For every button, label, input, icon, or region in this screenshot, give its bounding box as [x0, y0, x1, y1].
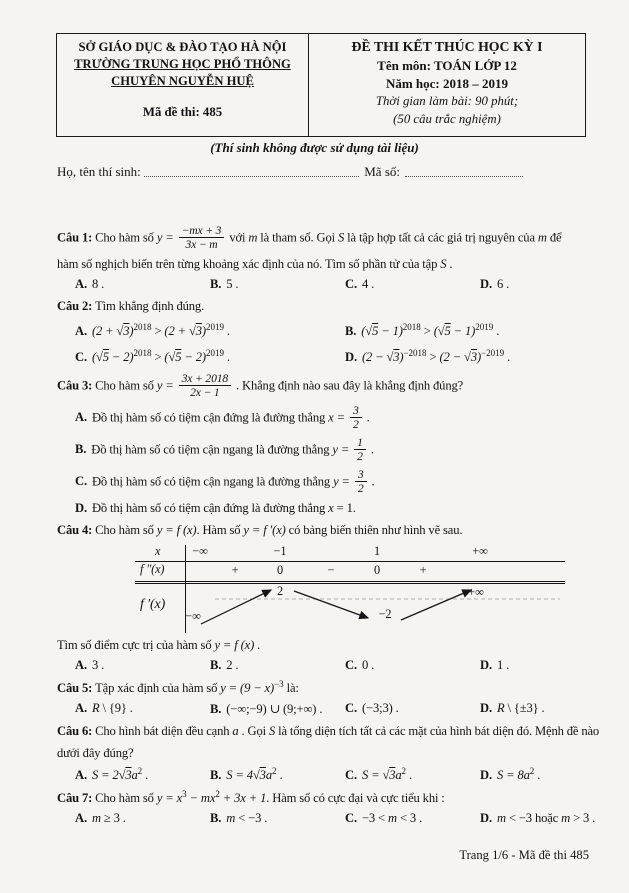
- math-run: + 3x + 1: [219, 791, 267, 806]
- text-run: 0 .: [361, 657, 375, 672]
- text-run: Đồ thị hàm số có tiệm cận đứng là đường thẳng: [91, 410, 329, 425]
- option-B: [210, 701, 345, 717]
- text-run: (−∞;−9) ∪ (9;+∞) .: [226, 701, 323, 716]
- math-run: m: [248, 230, 258, 245]
- text-run: .: [534, 767, 541, 782]
- math-run: x =: [328, 410, 348, 425]
- options-row: [75, 658, 609, 673]
- fp-peak-value: 2: [277, 583, 283, 598]
- option-key: D.: [480, 810, 492, 825]
- q4-variation-table: [135, 545, 565, 633]
- math-run: y =: [332, 442, 353, 457]
- fraction: $\frac{3}{2}$: [350, 404, 362, 431]
- option-A: [75, 277, 210, 292]
- math-run: S: [268, 723, 276, 738]
- text-run: là:: [283, 680, 299, 695]
- question-line: [57, 678, 609, 698]
- fraction: $\frac{3x + 2018}{2x - 1}$: [179, 372, 231, 399]
- x-value: −∞: [192, 543, 208, 558]
- school-name-line2: CHUYÊN NGUYỄN HUỆ: [111, 74, 254, 88]
- options-row: [75, 766, 609, 783]
- power: $x^2$: [209, 788, 220, 806]
- question-line: [57, 225, 609, 252]
- page-footer: Trang 1/6 - Mã đề thi 485: [459, 848, 589, 862]
- text-run: Đồ thị hàm số có tiệm cận đứng là đường thẳng: [91, 501, 329, 515]
- question-5: [57, 678, 609, 717]
- option-D: [345, 348, 609, 365]
- option-key: B.: [345, 323, 357, 338]
- option-key: A.: [75, 810, 87, 825]
- math-run: S: [440, 256, 447, 271]
- text-run: hàm số nghịch biến trên từng khoảng xác định của nó. Tìm số phần tử của tập: [57, 256, 441, 271]
- power: $x^3$: [176, 788, 187, 806]
- fp-end-value: +∞: [468, 584, 484, 599]
- power: $(2 + √3)^{2019}$: [164, 321, 224, 338]
- option-A: [75, 405, 609, 432]
- question-3: [57, 373, 609, 516]
- school-department: SỞ GIÁO DỤC & ĐÀO TẠO HÀ NỘI: [78, 40, 287, 54]
- option-B: [345, 322, 609, 339]
- power: $(√5 - 2)^{2019}$: [164, 347, 224, 365]
- question-6: [57, 722, 609, 783]
- x-value: −1: [273, 543, 287, 558]
- power: $a^2$: [131, 765, 143, 782]
- question-4: [57, 521, 609, 540]
- text-run: .: [223, 350, 230, 365]
- option-key: B.: [210, 701, 222, 716]
- math-run: y = f (x): [214, 637, 255, 652]
- text-run: . Hàm số có cực đại và cực tiểu khi :: [266, 791, 445, 806]
- text-run: . Gọi: [238, 723, 269, 738]
- text-run: −3 <: [361, 810, 389, 825]
- option-D: [480, 277, 609, 292]
- text-run: >: [151, 350, 165, 365]
- option-B: [210, 658, 345, 673]
- row-label-f-second: f ″(x): [140, 561, 165, 576]
- option-C: [75, 469, 609, 496]
- option-A: [75, 766, 210, 783]
- option-key: A.: [75, 657, 87, 672]
- text-run: 1 .: [496, 657, 510, 672]
- text-run: . Hàm số: [196, 523, 244, 537]
- option-key: B.: [75, 442, 87, 457]
- text-run: Tìm khẳng định đúng.: [95, 298, 205, 313]
- table-horizontal-rule: [135, 561, 565, 562]
- option-key: C.: [345, 657, 357, 672]
- text-run: .: [363, 410, 370, 425]
- text-run: .: [504, 350, 511, 365]
- text-run: . Khẳng định nào sau đây là khẳng định đúng?: [233, 378, 464, 393]
- math-run: S = 8: [496, 767, 524, 782]
- option-key: D.: [480, 276, 492, 291]
- table-double-rule: [135, 581, 565, 584]
- text-run: 2 .: [226, 657, 239, 672]
- question-label: Câu 2:: [57, 298, 96, 313]
- text-run: > 3 .: [570, 810, 596, 825]
- text-run: .: [367, 442, 374, 457]
- option-key: C.: [75, 474, 87, 489]
- option-key: B.: [210, 276, 222, 291]
- option-key: C.: [345, 767, 357, 782]
- questions-area: [57, 222, 609, 831]
- text-run: .: [254, 637, 261, 652]
- row-label-x: x: [155, 543, 161, 558]
- option-B: [75, 437, 609, 464]
- text-run: >: [426, 350, 440, 365]
- sign-value: −: [327, 562, 335, 577]
- power: $(2 - √3)^{-2018}$: [361, 347, 427, 365]
- text-run: Cho hàm số: [95, 378, 157, 393]
- power: $(2 - √3)^{-2019}$: [439, 347, 505, 365]
- option-C: [345, 766, 480, 783]
- power: $a^2$: [523, 765, 535, 782]
- power: $(√5 - 1)^{2019}$: [433, 321, 494, 338]
- fp-trough-value: −2: [378, 606, 392, 621]
- text-run: là tập hợp tất cả các giá trị nguyên của: [344, 230, 538, 245]
- fraction: $\frac{-mx + 3}{3x - m}$: [179, 224, 225, 251]
- code-label: Mã số:: [364, 164, 400, 179]
- text-run: 3 .: [91, 657, 105, 672]
- options-row: [75, 405, 609, 516]
- text-run: Đồ thị hàm số có tiệm cận ngang là đường thẳng: [91, 442, 333, 457]
- option-key: B.: [210, 767, 222, 782]
- option-C: [75, 348, 345, 365]
- math-run: R: [496, 700, 505, 715]
- option-D: [480, 766, 609, 783]
- question-line: [57, 521, 609, 540]
- text-run: >: [420, 323, 434, 338]
- sign-value: 0: [374, 562, 380, 577]
- text-run: .: [276, 767, 283, 782]
- text-run: có bảng biến thiên như hình vẽ sau.: [285, 523, 463, 537]
- question-line: [57, 788, 609, 808]
- math-run: m: [388, 810, 397, 825]
- fraction: $\frac{1}{2}$: [354, 436, 366, 463]
- text-run: 6 .: [496, 276, 510, 291]
- option-key: C.: [345, 276, 357, 291]
- option-B: [210, 766, 345, 783]
- text-run: .: [142, 767, 149, 782]
- text-run: Cho hình bát diện đều cạnh: [95, 723, 233, 738]
- option-A: [75, 322, 345, 339]
- exam-year: Năm học: 2018 – 2019: [385, 75, 509, 91]
- question-label: Câu 3:: [57, 378, 96, 393]
- power: $(√5 - 2)^{2018}$: [91, 347, 152, 365]
- question-2: [57, 297, 609, 365]
- sign-value: 0: [277, 562, 283, 577]
- options-row: [75, 701, 609, 717]
- text-run: là tham số. Gọi: [257, 230, 338, 245]
- question-line: [57, 255, 609, 274]
- option-key: C.: [345, 700, 357, 715]
- text-run: với: [226, 230, 249, 245]
- text-run: 4 .: [361, 276, 375, 291]
- math-run: y = f ′(x): [243, 523, 286, 537]
- math-run: m: [561, 810, 571, 825]
- text-run: < −3 hoặc: [505, 810, 562, 825]
- option-key: D.: [75, 501, 87, 515]
- option-key: A.: [75, 410, 87, 425]
- notice-line: (Thí sinh không được sử dụng tài liệu): [210, 140, 419, 155]
- option-key: A.: [75, 276, 87, 291]
- option-D: [480, 701, 609, 717]
- text-run: \ {9} .: [99, 700, 133, 715]
- row-label-f-prime: f ′(x): [140, 596, 166, 612]
- exam-note: (50 câu trắc nghiệm): [393, 111, 501, 126]
- rising-arrow: [401, 590, 471, 620]
- exam-duration: Thời gian làm bài: 90 phút;: [375, 94, 519, 108]
- question-4-continued: [57, 636, 609, 673]
- text-run: ≥ 3 .: [100, 810, 126, 825]
- option-D: [480, 811, 609, 826]
- school-name-line1: TRƯỜNG TRUNG HỌC PHỔ THÔNG: [74, 57, 291, 71]
- text-run: Cho hàm số: [95, 791, 157, 806]
- option-B: [210, 277, 345, 292]
- question-label: Câu 7:: [57, 791, 96, 806]
- option-D: [75, 501, 609, 516]
- option-D: [480, 658, 609, 673]
- header-box: [56, 33, 586, 137]
- text-run: Cho hàm số: [95, 230, 157, 245]
- dotted-line: [144, 176, 359, 177]
- question-label: Câu 1:: [57, 230, 96, 245]
- question-line: [57, 636, 609, 655]
- candidate-name-row: [57, 164, 523, 180]
- name-label: Họ, tên thí sinh:: [57, 164, 141, 179]
- question-line: [57, 297, 609, 316]
- text-run: .: [223, 323, 230, 338]
- option-key: C.: [345, 810, 357, 825]
- text-run: Tập xác định của hàm số: [95, 680, 221, 695]
- power: $a^2$: [395, 765, 407, 782]
- text-run: 8 .: [91, 276, 105, 291]
- dotted-line: [405, 176, 523, 177]
- option-key: A.: [75, 700, 87, 715]
- option-key: D.: [480, 767, 492, 782]
- header-school-cell: [57, 34, 309, 136]
- rising-arrow: [201, 590, 271, 624]
- math-run: y =: [156, 378, 177, 393]
- math-run: m: [537, 230, 547, 245]
- math-run: y =: [156, 791, 177, 806]
- text-run: Đồ thị hàm số có tiệm cận ngang là đường thẳng: [91, 474, 334, 489]
- option-key: C.: [75, 350, 87, 365]
- text-run: < 3 .: [396, 810, 423, 825]
- option-key: B.: [210, 657, 222, 672]
- options-row: [75, 277, 609, 292]
- power: $(2 + √3)^{2018}$: [91, 321, 152, 338]
- option-C: [345, 701, 480, 717]
- power: $a^2$: [265, 765, 277, 782]
- math-run: m: [91, 810, 101, 825]
- power: $(√5 - 1)^{2018}$: [361, 321, 421, 338]
- text-run: >: [151, 323, 165, 338]
- question-1: [57, 225, 609, 292]
- options-row: [75, 811, 609, 826]
- power: $y = (9 - x)^{-3}$: [220, 678, 284, 695]
- math-run: a: [232, 723, 239, 738]
- math-run: y =: [156, 230, 177, 245]
- sign-value: +: [231, 562, 239, 577]
- exam-code: Mã đề thi: 485: [142, 105, 223, 119]
- option-key: D.: [480, 657, 492, 672]
- x-value: +∞: [472, 543, 488, 558]
- question-line: [57, 744, 609, 763]
- math-run: m: [496, 810, 506, 825]
- question-label: Câu 6:: [57, 723, 96, 738]
- math-run: x: [328, 501, 334, 515]
- text-run: .: [406, 767, 413, 782]
- question-label: Câu 4:: [57, 523, 96, 537]
- math-run: y =: [333, 474, 353, 489]
- question-line: [57, 722, 609, 741]
- question-7: [57, 788, 609, 826]
- option-C: [345, 277, 480, 292]
- option-key: D.: [480, 700, 492, 715]
- option-A: [75, 811, 210, 826]
- exam-title: ĐỀ THI KẾT THÚC HỌC KỲ I: [351, 39, 543, 54]
- option-key: A.: [75, 767, 87, 782]
- math-run: S = 2√3: [91, 767, 132, 782]
- text-run: Tìm số điểm cực trị của hàm số: [57, 637, 215, 652]
- math-run: − m: [186, 791, 210, 806]
- option-A: [75, 701, 210, 717]
- text-run: Cho hàm số: [95, 523, 157, 537]
- math-run: y = f (x): [156, 523, 197, 537]
- math-run: S = √3: [361, 767, 396, 782]
- x-value: 1: [374, 543, 380, 558]
- sign-value: +: [419, 562, 427, 577]
- math-run: R: [91, 700, 100, 715]
- text-run: để: [546, 230, 562, 245]
- text-run: .: [368, 474, 375, 489]
- text-run: \ {±3} .: [504, 700, 545, 715]
- option-key: A.: [75, 323, 87, 338]
- math-run: S: [338, 230, 345, 245]
- question-line: [57, 373, 609, 400]
- text-run: là tổng diện tích tất cả các mặt của hình bát diện đó. Mệnh đề nào: [275, 723, 600, 738]
- text-run: .: [493, 323, 500, 338]
- option-C: [345, 811, 480, 826]
- falling-arrow: [294, 591, 368, 618]
- math-run: m: [226, 810, 236, 825]
- option-B: [210, 811, 345, 826]
- exam-subject: Tên môn: TOÁN LỚP 12: [377, 57, 517, 73]
- text-run: = 1.: [333, 501, 356, 515]
- text-run: .: [446, 256, 453, 271]
- option-A: [75, 658, 210, 673]
- fraction: $\frac{3}{2}$: [355, 468, 367, 495]
- option-C: [345, 658, 480, 673]
- option-key: D.: [345, 350, 357, 365]
- text-run: 5 .: [226, 276, 239, 291]
- fp-start-value: −∞: [185, 608, 201, 623]
- options-row: [75, 322, 609, 365]
- question-label: Câu 5:: [57, 680, 96, 695]
- math-run: S = 4√3: [226, 767, 266, 782]
- header-exam-cell: [309, 34, 585, 136]
- text-run: dưới đây đúng?: [57, 745, 134, 760]
- text-run: < −3 .: [235, 810, 268, 825]
- option-key: B.: [210, 810, 222, 825]
- text-run: (−3;3) .: [361, 700, 399, 715]
